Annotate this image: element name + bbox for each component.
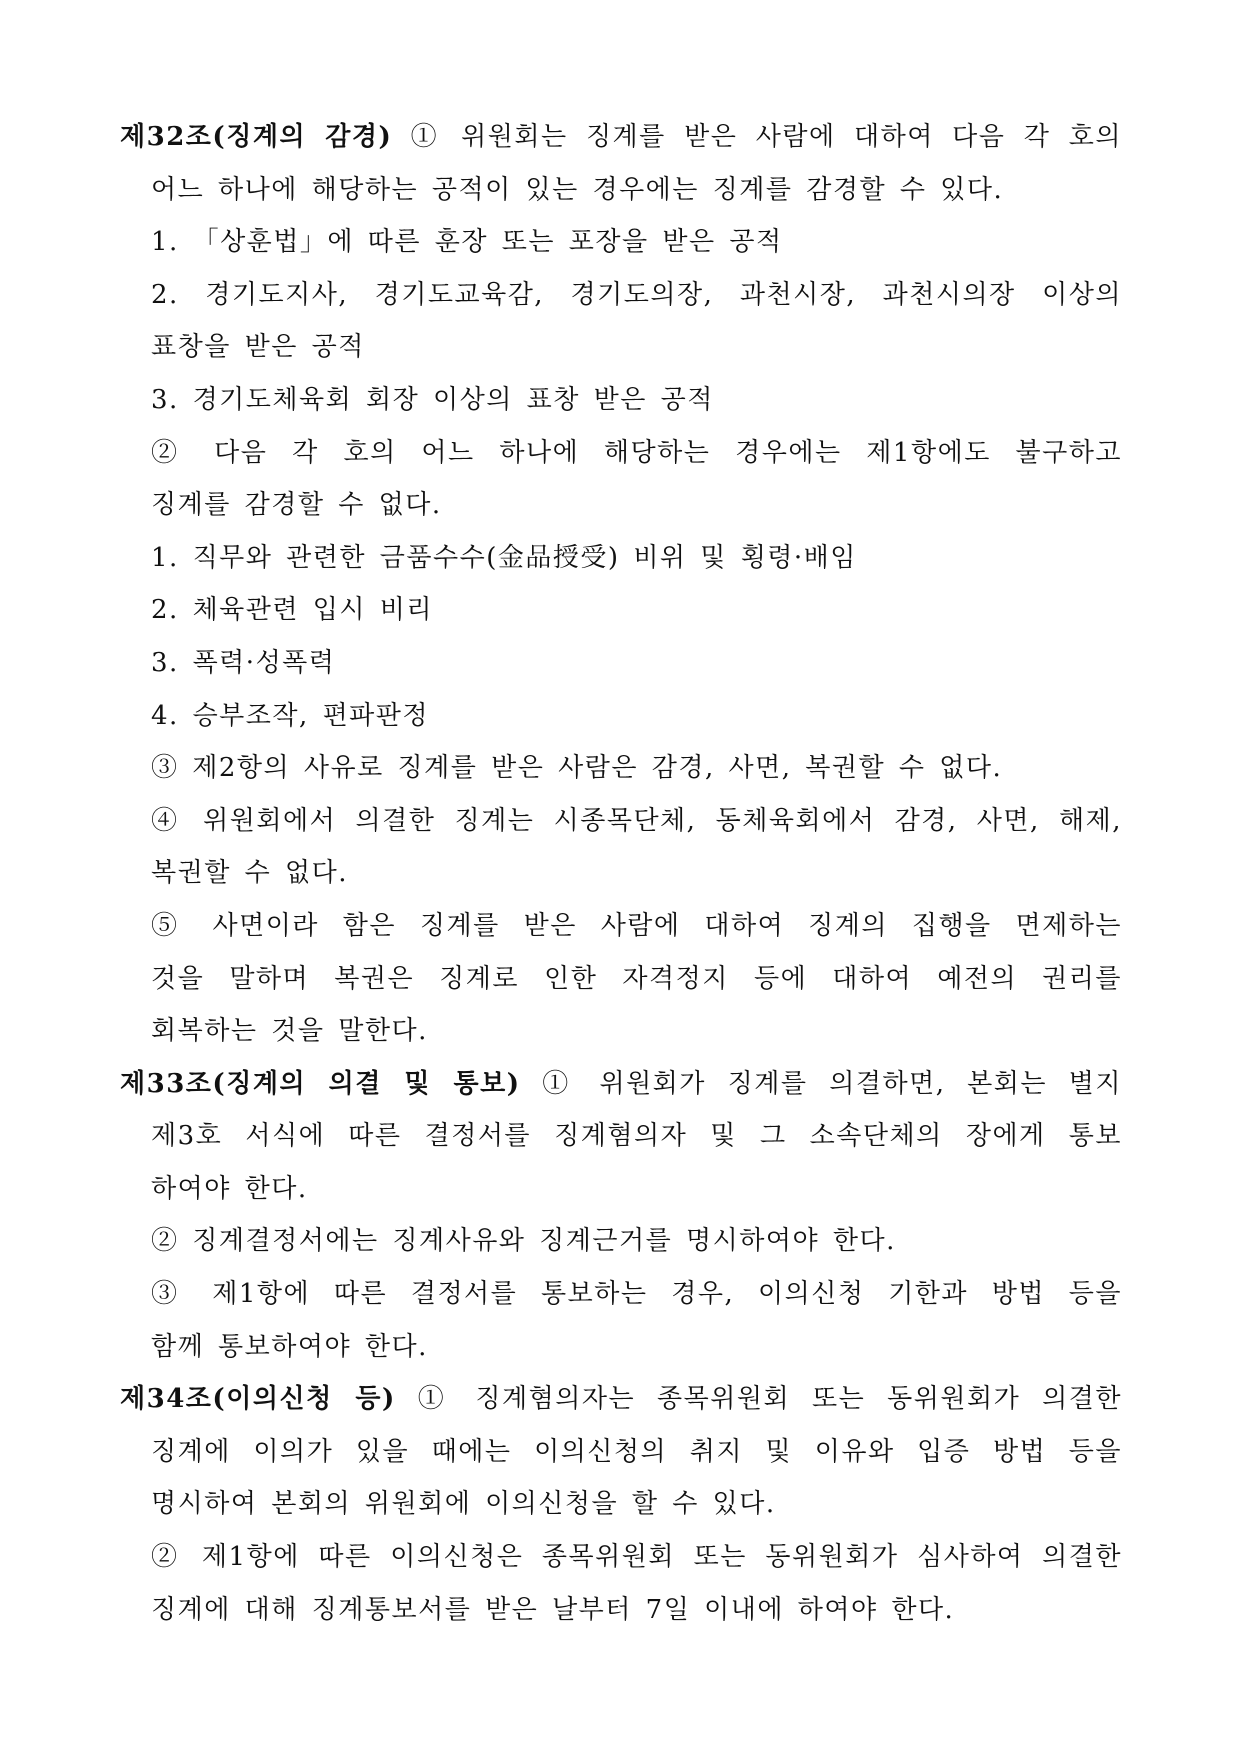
article-33 xyxy=(0,1058,1240,1374)
article-paragraph: ② 제1항에 따른 이의신청은 종목위원회 또는 동위원회가 심사하여 의결한 xyxy=(151,1542,1122,1573)
article-line: 하여야 한다. xyxy=(151,1173,308,1204)
article-item: 3. 경기도체육회 회장 이상의 표창 받은 공적 xyxy=(151,384,714,415)
article-line: 것을 말하며 복권은 징계로 인한 자격정지 등에 대하여 예전의 권리를 xyxy=(151,963,1122,994)
article-line: 표창을 받은 공적 xyxy=(151,332,365,363)
article-first-line xyxy=(120,1373,1122,1426)
article-paragraph: ③ 제2항의 사유로 징계를 받은 사람은 감경, 사면, 복권할 수 없다. xyxy=(151,753,1003,784)
article-34 xyxy=(0,1373,1240,1636)
article-first-line xyxy=(120,1058,1122,1111)
article-line: 복권할 수 없다. xyxy=(151,858,348,889)
article-line: 징계에 대해 징계통보서를 받은 날부터 7일 이내에 하여야 한다. xyxy=(151,1594,955,1625)
article-text: ① 위원회는 징계를 받은 사람에 대하여 다음 각 호의 xyxy=(410,122,1122,152)
article-item: 2. 체육관련 입시 비리 xyxy=(151,595,434,626)
article-line: 제3호 서식에 따른 결정서를 징계혐의자 및 그 소속단체의 장에게 통보 xyxy=(151,1121,1122,1152)
article-first-line xyxy=(120,111,1122,164)
article-heading: 제32조(징계의 감경) xyxy=(120,122,393,152)
article-paragraph: ⑤ 사면이라 함은 징계를 받은 사람에 대하여 징계의 집행을 면제하는 xyxy=(151,910,1122,941)
article-item: 2. 경기도지사, 경기도교육감, 경기도의장, 과천시장, 과천시의장 이상의 xyxy=(151,279,1122,310)
article-paragraph: ③ 제1항에 따른 결정서를 통보하는 경우, 이의신청 기한과 방법 등을 xyxy=(151,1279,1122,1310)
article-paragraph: ② 다음 각 호의 어느 하나에 해당하는 경우에는 제1항에도 불구하고 xyxy=(151,437,1122,468)
article-text: ① 위원회가 징계를 의결하면, 본회는 별지 xyxy=(542,1068,1122,1099)
article-text: ① 징계혐의자는 종목위원회 또는 동위원회가 의결한 xyxy=(417,1384,1122,1415)
article-item: 1. 직무와 관련한 금품수수(金品授受) 비위 및 횡령·배임 xyxy=(151,542,857,573)
article-line: 함께 통보하여야 한다. xyxy=(151,1331,428,1362)
article-32 xyxy=(0,111,1240,1058)
article-line: 회복하는 것을 말한다. xyxy=(151,1016,428,1047)
article-line: 명시하여 본회의 위원회에 이의신청을 할 수 있다. xyxy=(151,1489,776,1520)
document-body xyxy=(0,111,1240,1636)
article-heading: 제34조(이의신청 등) xyxy=(120,1384,396,1415)
article-paragraph: ④ 위원회에서 의결한 징계는 시종목단체, 동체육회에서 감경, 사면, 해제, xyxy=(151,805,1122,836)
article-line: 징계에 이의가 있을 때에는 이의신청의 취지 및 이유와 입증 방법 등을 xyxy=(151,1436,1122,1467)
article-item: 4. 승부조작, 편파판정 xyxy=(151,700,430,731)
article-line: 징계를 감경할 수 없다. xyxy=(151,490,442,521)
article-paragraph: ② 징계결정서에는 징계사유와 징계근거를 명시하여야 한다. xyxy=(151,1226,896,1257)
article-item: 1. 「상훈법」에 따른 훈장 또는 포장을 받은 공적 xyxy=(151,227,783,258)
article-item: 3. 폭력·성폭력 xyxy=(151,647,336,678)
article-line: 어느 하나에 해당하는 공적이 있는 경우에는 징계를 감경할 수 있다. xyxy=(151,174,1004,205)
article-heading: 제33조(징계의 의결 및 통보) xyxy=(120,1068,521,1099)
